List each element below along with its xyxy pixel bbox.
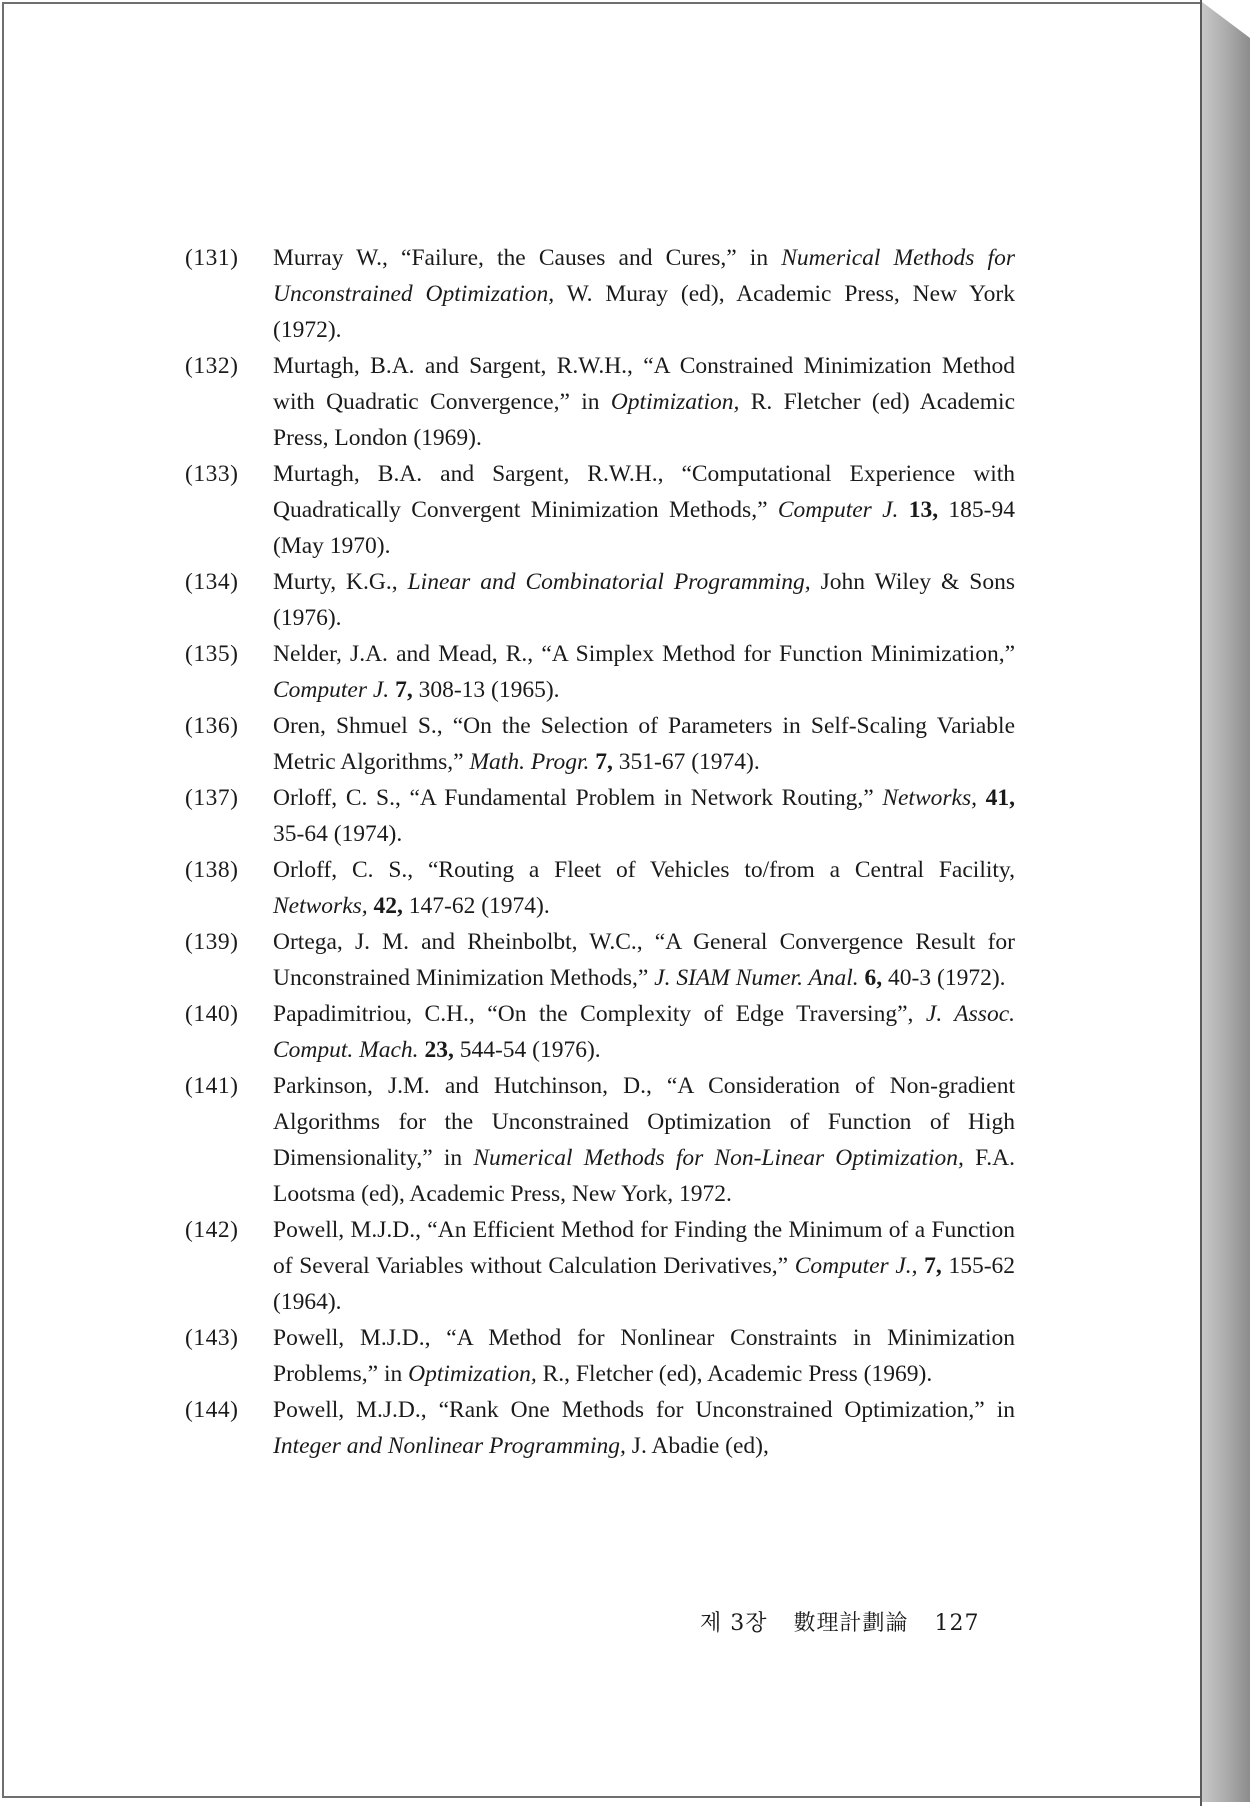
reference-italic-text: Optimization, bbox=[610, 389, 740, 415]
reference-volume: 23, bbox=[424, 1037, 454, 1063]
reference-text-run: Papadimitriou, C.H., “On the Complexity of Edge Traversing”, bbox=[273, 1001, 926, 1027]
reference-volume: 7, bbox=[924, 1253, 942, 1279]
footer-chapter: 제 3장 bbox=[700, 1611, 768, 1636]
reference-text-run: 308-13 (1965). bbox=[412, 677, 560, 703]
reference-italic-text: J. Assoc. Comput. Mach. bbox=[273, 1001, 1015, 1063]
reference-text-run: 40-3 (1972). bbox=[882, 965, 1006, 991]
reference-text-run: R., Fletcher (ed), Academic Press (1969). bbox=[536, 1361, 933, 1387]
footer-title: 數理計劃論 bbox=[793, 1611, 909, 1636]
reference-text bbox=[273, 564, 1015, 636]
reference-text-run: 155-62 (1964). bbox=[273, 1253, 1016, 1315]
reference-entry bbox=[185, 636, 1015, 708]
reference-text-run: 351-67 (1974). bbox=[612, 749, 760, 775]
reference-italic-text: Numerical Methods for Unconstrained Optimization, bbox=[273, 245, 1015, 307]
reference-number: (136) bbox=[185, 713, 239, 739]
reference-italic-text: Computer J., bbox=[794, 1253, 918, 1279]
reference-volume: 6, bbox=[864, 965, 883, 991]
reference-number: (134) bbox=[185, 569, 239, 595]
reference-italic-text: Linear and Combinatorial Programming, bbox=[407, 569, 811, 595]
reference-text-run: F.A. Lootsma (ed), Academic Press, New York, 1972. bbox=[273, 1145, 1015, 1207]
reference-text-run: 185-94 (May 1970). bbox=[273, 497, 1016, 559]
reference-italic-text: Numerical Methods for Non-Linear Optimization, bbox=[473, 1145, 964, 1171]
reference-text bbox=[273, 1212, 1015, 1320]
reference-text-run: 35-64 (1974). bbox=[273, 821, 403, 847]
reference-text-run bbox=[898, 497, 908, 523]
reference-text bbox=[273, 924, 1015, 996]
reference-entry bbox=[185, 1068, 1015, 1212]
reference-text bbox=[273, 636, 1015, 708]
reference-number: (131) bbox=[185, 245, 239, 271]
reference-number: (137) bbox=[185, 785, 239, 811]
footer-page-number: 127 bbox=[934, 1611, 980, 1636]
reference-text bbox=[273, 348, 1015, 456]
reference-number: (140) bbox=[185, 1001, 239, 1027]
reference-text-run: W. Muray (ed), Academic Press, New York (1972). bbox=[273, 281, 1015, 343]
reference-text-run: Murty, K.G., bbox=[273, 569, 408, 595]
reference-number: (132) bbox=[185, 353, 239, 379]
reference-number: (143) bbox=[185, 1325, 239, 1351]
book-spine-shadow bbox=[1202, 2, 1250, 1802]
reference-entry bbox=[185, 708, 1015, 780]
reference-text-run: Murtagh, B.A. and Sargent, R.W.H., “Computational Experience with Quadratically Convergent Minimization Methods,” bbox=[273, 461, 1015, 523]
reference-entry bbox=[185, 780, 1015, 852]
reference-text bbox=[273, 780, 1015, 852]
reference-text-run: Ortega, J. M. and Rheinbolbt, W.C., “A General Convergence Result for Unconstrained Minimization Methods,” bbox=[273, 929, 1015, 991]
reference-number: (141) bbox=[185, 1073, 239, 1099]
reference-list bbox=[185, 240, 1015, 1464]
reference-italic-text: Integer and Nonlinear Programming, bbox=[273, 1433, 626, 1459]
reference-entry bbox=[185, 564, 1015, 636]
reference-italic-text: J. SIAM Numer. Anal. bbox=[654, 965, 859, 991]
reference-text-run: 147-62 (1974). bbox=[402, 893, 550, 919]
reference-entry bbox=[185, 348, 1015, 456]
reference-number: (144) bbox=[185, 1397, 239, 1423]
reference-entry bbox=[185, 996, 1015, 1068]
reference-text-run bbox=[977, 785, 986, 811]
reference-number: (139) bbox=[185, 929, 239, 955]
reference-italic-text: Networks, bbox=[273, 893, 368, 919]
reference-number: (133) bbox=[185, 461, 239, 487]
reference-entry bbox=[185, 240, 1015, 348]
reference-entry bbox=[185, 1212, 1015, 1320]
reference-text-run: Parkinson, J.M. and Hutchinson, D., “A Consideration of Non-gradient Algorithms for the Unconstrained Optimization of Function of High Dimensionality,” in bbox=[273, 1073, 1015, 1171]
reference-text-run: Powell, M.J.D., “Rank One Methods for Unconstrained Optimization,” in bbox=[273, 1397, 1015, 1423]
reference-number: (135) bbox=[185, 641, 239, 667]
reference-entry bbox=[185, 456, 1015, 564]
reference-volume: 41, bbox=[985, 785, 1016, 811]
reference-text-run: Orloff, C. S., “Routing a Fleet of Vehicles to/from a Central Facility, bbox=[273, 857, 1015, 883]
reference-entry bbox=[185, 1320, 1015, 1392]
reference-text-run: 544-54 (1976). bbox=[453, 1037, 601, 1063]
reference-volume: 7, bbox=[595, 749, 613, 775]
reference-italic-text: Optimization, bbox=[408, 1361, 537, 1387]
reference-text-run: John Wiley & Sons (1976). bbox=[273, 569, 1015, 631]
reference-text-run: Orloff, C. S., “A Fundamental Problem in Network Routing,” bbox=[273, 785, 883, 811]
reference-volume: 42, bbox=[373, 893, 403, 919]
reference-entry bbox=[185, 852, 1015, 924]
reference-text-run: Oren, Shmuel S., “On the Selection of Parameters in Self-Scaling Variable Metric Algorithms,” bbox=[273, 713, 1015, 775]
reference-text-run: Murtagh, B.A. and Sargent, R.W.H., “A Constrained Minimization Method with Quadratic Convergence,” in bbox=[273, 353, 1015, 415]
reference-text bbox=[273, 240, 1015, 348]
reference-text bbox=[273, 708, 1015, 780]
reference-entry bbox=[185, 1392, 1015, 1464]
reference-text-run: Powell, M.J.D., “A Method for Nonlinear Constraints in Minimization Problems,” in bbox=[273, 1325, 1015, 1387]
reference-text bbox=[273, 996, 1015, 1068]
reference-text-run: J. Abadie (ed), bbox=[625, 1433, 769, 1459]
reference-volume: 7, bbox=[395, 677, 413, 703]
reference-number: (142) bbox=[185, 1217, 239, 1243]
reference-text bbox=[273, 852, 1015, 924]
reference-text-run: Powell, M.J.D., “An Efficient Method for Finding the Minimum of a Function of Several Variables without Calculation Derivatives,” bbox=[273, 1217, 1015, 1279]
reference-italic-text: Computer J. bbox=[777, 497, 899, 523]
reference-number: (138) bbox=[185, 857, 239, 883]
reference-italic-text: Computer J. bbox=[273, 677, 390, 703]
reference-text bbox=[273, 1320, 1015, 1392]
reference-text bbox=[273, 1392, 1015, 1464]
reference-text-run: R. Fletcher (ed) Academic Press, London (1969). bbox=[273, 389, 1015, 451]
reference-text-run: Nelder, J.A. and Mead, R., “A Simplex Method for Function Minimization,” bbox=[273, 641, 1015, 667]
reference-italic-text: Networks, bbox=[882, 785, 977, 811]
reference-entry bbox=[185, 924, 1015, 996]
page-footer bbox=[700, 1606, 998, 1637]
reference-text bbox=[273, 456, 1015, 564]
reference-text-run: Murray W., “Failure, the Causes and Cures,” in bbox=[273, 245, 782, 271]
reference-text bbox=[273, 1068, 1015, 1212]
page-edge-line bbox=[1200, 0, 1202, 1806]
reference-volume: 13, bbox=[908, 497, 939, 523]
reference-italic-text: Math. Progr. bbox=[469, 749, 590, 775]
